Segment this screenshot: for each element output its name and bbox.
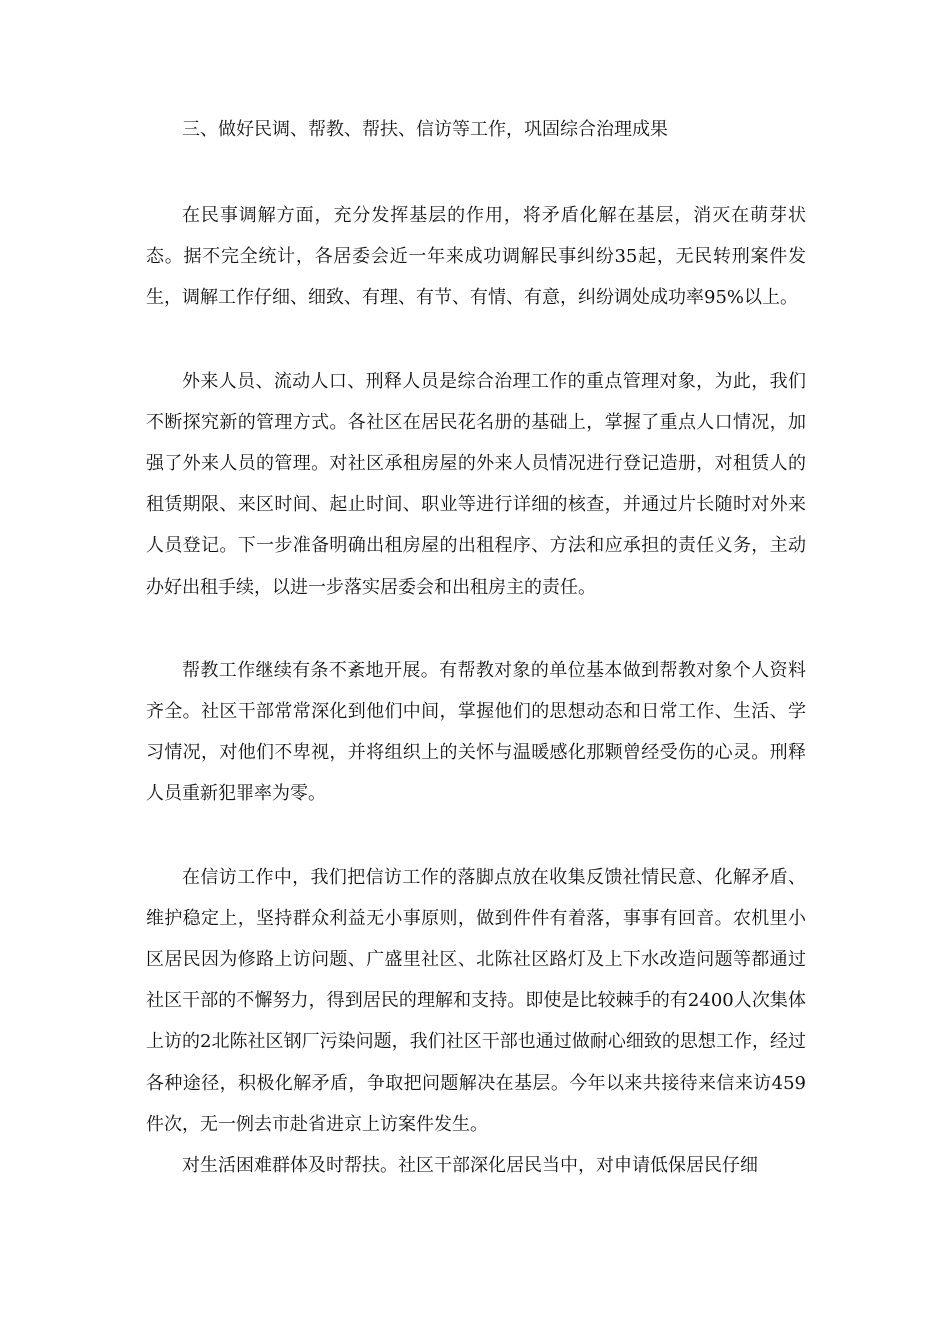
paragraph-hardship-support: 对生活困难群体及时帮扶。社区干部深化居民当中，对申请低保居民仔细 — [182, 1155, 758, 1177]
paragraph-assistance-education: 帮教工作继续有条不紊地开展。有帮教对象的单位基本做到帮教对象个人资料齐全。社区干部常常深化到他们中间，掌握他们的思想动态和日常工作、生活、学习情况，对他们不卑视，并将组织上的关怀与温暖感化那颗曾经受伤的心灵。刑释人员重新犯罪率为零。 — [146, 659, 806, 805]
spacer — [146, 319, 806, 361]
document-page — [146, 113, 806, 1186]
spacer — [146, 147, 806, 195]
spacer — [146, 608, 806, 650]
paragraph-mediation: 在民事调解方面，充分发挥基层的作用，将矛盾化解在基层，消灭在萌芽状态。据不完全统计，各居委会近一年来成功调解民事纠纷35起，无民转刑案件发生，调解工作仔细、细致、有理、有节、有情、有意，纠纷调处成功率95%以上。 — [146, 205, 806, 309]
spacer — [146, 815, 806, 857]
paragraph-migrant-management: 外来人员、流动人口、刑释人员是综合治理工作的重点管理对象，为此，我们不断探究新的管理方式。各社区在居民花名册的基础上，掌握了重点人口情况，加强了外来人员的管理。对社区承租房屋的外来人员情况进行登记造册，对租赁人的租赁期限、来区时间、起止时间、职业等进行详细的核查，并通过片长随时对外来人员登记。下一步准备明确出租房屋的出租程序、方法和应承担的责任义务，主动办好出租手续，以进一步落实居委会和出租房主的责任。 — [146, 370, 806, 598]
paragraph-petitions: 在信访工作中，我们把信访工作的落脚点放在收集反馈社情民意、化解矛盾、维护稳定上，坚持群众利益无小事原则，做到件件有着落，事事有回音。农机里小区居民因为修路上访问题、广盛里社区、北陈社区路灯及上下水改造问题等都通过社区干部的不懈努力，得到居民的理解和支持。即使是比较棘手的有2400人次集体上访的2北陈社区钢厂污染问题，我们社区干部也通过做耐心细致的思想工作，经过各种途径，积极化解矛盾，争取把问题解决在基层。今年以来共接待来信来访459件次，无一例去市赴省进京上访案件发生。 — [146, 866, 806, 1135]
section-heading: 三、做好民调、帮教、帮扶、信访等工作，巩固综合治理成果 — [182, 119, 668, 140]
